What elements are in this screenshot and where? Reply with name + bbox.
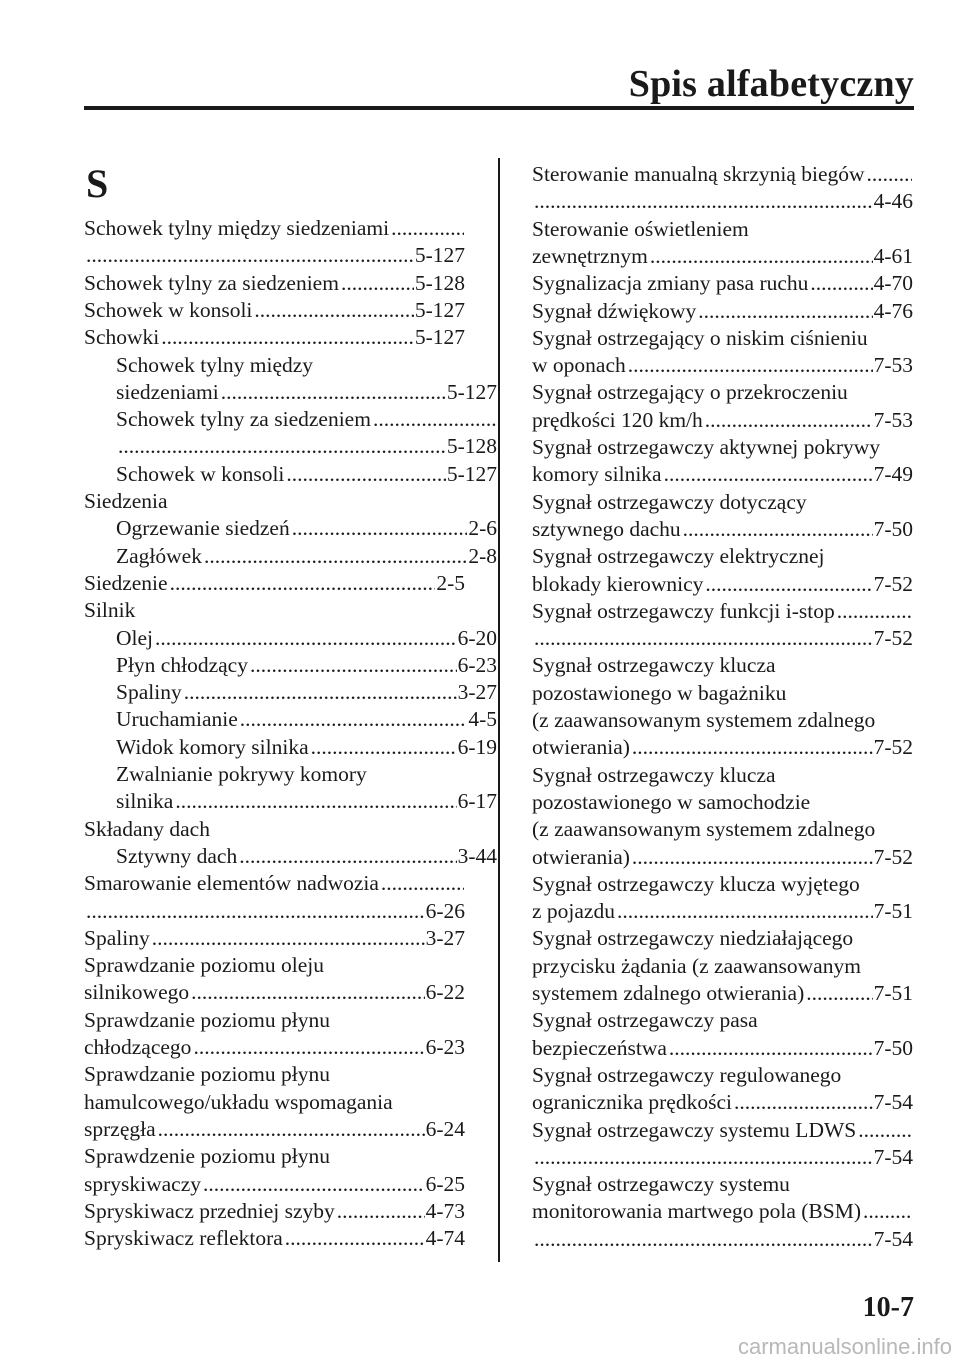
- index-entry-page[interactable]: 2-6: [468, 516, 497, 541]
- index-entry-page[interactable]: 6-22: [425, 980, 465, 1005]
- index-entry: [84, 569, 465, 598]
- index-entry-page[interactable]: [464, 214, 465, 243]
- leader-dots: [339, 269, 414, 298]
- index-entry-page[interactable]: 5-127: [414, 243, 465, 268]
- index-entry-page[interactable]: 7-53: [873, 407, 913, 432]
- index-entry: [532, 1006, 913, 1035]
- leader-dots: [290, 514, 468, 543]
- index-entry-page[interactable]: 7-52: [873, 844, 913, 869]
- section-letter: S: [86, 161, 109, 206]
- leader-dots: [248, 651, 457, 680]
- index-entry-text: silnika: [116, 789, 174, 814]
- index-entry-text: (z zaawansowanym systemem zdalnego: [532, 817, 876, 842]
- leader-dots: [389, 214, 464, 243]
- index-entry-page[interactable]: [210, 815, 211, 844]
- index-entry: [532, 1034, 913, 1063]
- index-entry: [84, 705, 497, 734]
- index-entry-text: Sygnalizacja zmiany pasa ruchu: [532, 271, 809, 296]
- index-entry-page[interactable]: 7-54: [873, 1226, 913, 1251]
- index-entry-page[interactable]: 3-44: [457, 843, 497, 868]
- index-entry-text: Silnik: [84, 598, 136, 623]
- index-entry-text: Sygnał ostrzegający o przekroczeniu: [532, 380, 848, 405]
- leader-dots: [335, 1197, 425, 1226]
- index-entry-text: Sygnał ostrzegawczy dotyczący: [532, 489, 807, 514]
- index-entry-text: Sygnał ostrzegawczy klucza wyjętego: [532, 871, 860, 896]
- index-entry-page[interactable]: 4-70: [873, 271, 913, 296]
- index-entry: [532, 679, 913, 708]
- index-entry: [84, 542, 497, 571]
- index-entry-page[interactable]: 7-52: [873, 735, 913, 760]
- index-entry-text: monitorowania martwego pola (BSM): [532, 1199, 862, 1224]
- index-entry-page[interactable]: 4-46: [873, 189, 913, 214]
- index-entry-text: Spaliny: [116, 680, 182, 705]
- leader-dots: [856, 1116, 912, 1145]
- index-entry: [532, 1170, 913, 1199]
- index-entry-page[interactable]: 6-17: [457, 789, 497, 814]
- index-entry: [532, 1061, 913, 1090]
- index-entry-page[interactable]: 6-20: [457, 625, 497, 650]
- index-entry-text: Schowek tylny za siedzeniem: [84, 270, 339, 295]
- leader-dots: [379, 869, 464, 898]
- index-entry-page[interactable]: [776, 651, 777, 680]
- index-entry: [532, 843, 913, 872]
- index-entry-page[interactable]: [464, 869, 465, 898]
- index-entry-text: zewnętrznym: [532, 243, 648, 268]
- index-entry-page[interactable]: 7-53: [873, 353, 913, 378]
- index-entry: [84, 214, 465, 243]
- index-entry-page[interactable]: 7-54: [873, 1144, 913, 1169]
- index-entry-page[interactable]: [912, 160, 913, 189]
- index-entry-page[interactable]: 6-23: [425, 1035, 465, 1059]
- index-entry: [532, 542, 913, 571]
- index-entry-text: Sygnał ostrzegający o niskim ciśnieniu: [532, 325, 868, 350]
- leader-dots: [630, 843, 873, 872]
- leader-dots: [116, 432, 446, 461]
- index-entry-text: Spaliny: [84, 925, 150, 950]
- leader-dots: [238, 705, 468, 734]
- leader-dots: [667, 1034, 873, 1063]
- index-entry-text: Schowek tylny za siedzeniem: [116, 407, 371, 432]
- index-entry-page[interactable]: [790, 1170, 791, 1199]
- leader-dots: [662, 460, 873, 489]
- index-entry: [532, 706, 913, 735]
- index-entry-text: Sprawdzanie poziomu oleju: [84, 953, 325, 978]
- index-entry-page[interactable]: 7-49: [873, 462, 913, 487]
- index-entry-text: siedzeniami: [116, 379, 219, 404]
- leader-dots: [804, 979, 872, 1008]
- index-entry-text: Sygnał ostrzegawczy regulowanego: [532, 1062, 842, 1087]
- index-entry: [84, 351, 497, 380]
- index-entry-page[interactable]: 5-128: [446, 434, 497, 459]
- index-entry-page[interactable]: [875, 815, 876, 844]
- index-entry-text: (z zaawansowanym systemem zdalnego: [532, 708, 876, 732]
- index-entry: [532, 897, 913, 926]
- leader-dots: [371, 405, 496, 434]
- index-entry: [84, 405, 497, 434]
- index-entry: [532, 733, 913, 762]
- index-entry: [532, 460, 913, 489]
- index-entry: [532, 952, 913, 981]
- leader-dots: [191, 1033, 424, 1062]
- index-entry: [532, 1088, 913, 1117]
- leader-dots: [703, 406, 873, 435]
- index-entry-page[interactable]: 6-23: [457, 652, 497, 677]
- index-entry-page[interactable]: [860, 870, 861, 899]
- index-entry: [84, 1142, 465, 1171]
- index-entry-text: Sygnał dźwiękowy: [532, 298, 697, 323]
- index-entry-text: pozostawionego w bagażniku: [532, 680, 787, 705]
- leader-dots: [732, 1088, 873, 1117]
- index-entry-text: otwierania): [532, 844, 630, 869]
- index-entry: [84, 787, 497, 816]
- leader-dots: [252, 296, 413, 325]
- index-entry-page[interactable]: 5-127: [446, 461, 497, 486]
- index-entry: [532, 624, 913, 653]
- index-entry: [532, 351, 913, 380]
- leader-dots: [284, 460, 445, 489]
- index-entry-text: Sygnał ostrzegawczy systemu LDWS: [532, 1117, 857, 1142]
- index-entry-text: Spryskiwacz reflektora: [84, 1226, 283, 1251]
- index-entry-page[interactable]: [875, 706, 876, 735]
- index-entry: [84, 869, 465, 898]
- index-entry: [532, 269, 913, 298]
- index-entry: [84, 733, 497, 762]
- index-entry-page[interactable]: [168, 487, 169, 516]
- index-entry: [532, 378, 913, 407]
- index-entry: [84, 596, 465, 625]
- index-entry: [532, 1225, 913, 1254]
- index-entry-text: Sterowanie oświetleniem: [532, 216, 749, 241]
- index-entry: [532, 433, 913, 462]
- leader-dots: [615, 897, 873, 926]
- index-entry-text: Sprawdzanie poziomu płynu: [84, 1062, 331, 1087]
- leader-dots: [150, 924, 425, 953]
- index-entry-text: w oponach: [532, 353, 626, 378]
- index-entry-text: hamulcowego/układu wspomagania: [84, 1089, 393, 1114]
- index-entry-text: komory silnika: [532, 462, 662, 487]
- index-entry-text: Widok komory silnika: [116, 734, 309, 759]
- index-entry-page[interactable]: [810, 788, 811, 817]
- index-entry-page[interactable]: 7-50: [873, 516, 913, 541]
- index-entry: [84, 460, 497, 489]
- index-entry-text: Ogrzewanie siedzeń: [116, 516, 290, 541]
- index-entry-text: Schowek tylny między siedzeniami: [84, 216, 390, 240]
- leader-dots: [201, 1170, 425, 1199]
- index-entry-page[interactable]: [367, 760, 368, 789]
- index-entry-page[interactable]: [912, 1197, 913, 1226]
- index-entry-page[interactable]: [880, 433, 881, 462]
- leader-dots: [84, 241, 414, 270]
- index-entry-text: Sprawdzanie poziomu płynu: [84, 1007, 331, 1032]
- index-entry-text: Schowek w konsoli: [116, 461, 285, 486]
- leader-dots: [219, 378, 446, 407]
- index-entry: [532, 187, 913, 216]
- leader-dots: [703, 570, 872, 599]
- index-entry-page[interactable]: [758, 1006, 759, 1035]
- leader-dots: [153, 624, 457, 653]
- index-entry-page[interactable]: 3-27: [425, 925, 465, 950]
- index-entry-text: Składany dach: [84, 816, 210, 841]
- index-entry-text: Sygnał ostrzegawczy funkcji i-stop: [532, 598, 835, 623]
- leader-dots: [630, 733, 873, 762]
- index-entry-text: otwierania): [532, 735, 630, 760]
- index-entry-page[interactable]: 6-25: [425, 1171, 465, 1196]
- index-entry: [532, 651, 913, 680]
- index-entry: [84, 951, 465, 980]
- index-entry-page[interactable]: 4-61: [873, 243, 913, 268]
- index-entry-text: Zagłówek: [116, 543, 202, 568]
- index-entry-text: Sterowanie manualną skrzynią biegów: [532, 162, 865, 186]
- index-entry-page[interactable]: 2-8: [468, 543, 497, 568]
- index-entry-text: ogranicznika prędkości: [532, 1090, 732, 1115]
- leader-dots: [532, 187, 873, 216]
- index-entry-page[interactable]: [786, 679, 787, 708]
- index-entry-page[interactable]: [393, 1088, 394, 1117]
- index-entry: [84, 514, 497, 543]
- index-entry: [84, 241, 465, 270]
- index-entry-page[interactable]: 7-52: [873, 571, 913, 596]
- index-entry-page[interactable]: [135, 596, 136, 625]
- index-entry: [532, 597, 913, 626]
- index-entry-text: Sygnał ostrzegawczy pasa: [532, 1008, 758, 1033]
- index-entry-text: systemem zdalnego otwierania): [532, 981, 805, 1005]
- leader-dots: [156, 1115, 425, 1144]
- index-entry-page[interactable]: [313, 351, 314, 380]
- leader-dots: [168, 569, 436, 598]
- index-entry: [84, 1197, 465, 1226]
- index-entry: [532, 297, 913, 326]
- index-entry: [84, 1224, 465, 1253]
- index-entry-page[interactable]: [825, 542, 826, 571]
- index-entry-page[interactable]: 4-73: [425, 1198, 465, 1223]
- index-entry-text: blokady kierownicy: [532, 571, 704, 596]
- index-entry-text: silnikowego: [84, 980, 190, 1005]
- index-entry: [532, 515, 913, 544]
- index-entry-text: Sygnał ostrzegawczy aktywnej pokrywy: [532, 435, 881, 459]
- index-entry-page[interactable]: 4-74: [425, 1226, 465, 1251]
- index-entry-text: Sygnał ostrzegawczy elektrycznej: [532, 544, 825, 569]
- index-entry: [532, 488, 913, 517]
- index-entry: [84, 924, 465, 953]
- index-entry-text: chłodzącego: [84, 1035, 192, 1059]
- index-entry: [84, 678, 497, 707]
- index-entry-text: z pojazdu: [532, 899, 615, 924]
- index-entry-page[interactable]: [912, 597, 913, 626]
- leader-dots: [865, 160, 912, 189]
- index-entry-page[interactable]: 7-51: [873, 981, 913, 1005]
- index-entry: [84, 1033, 465, 1062]
- index-entry: [84, 815, 465, 844]
- index-entry: [84, 378, 497, 407]
- index-entry-text: Schowek tylny między: [116, 352, 314, 377]
- index-entry: [84, 432, 497, 461]
- index-entry: [532, 1197, 913, 1226]
- index-entry: [532, 1143, 913, 1172]
- index-entry: [532, 924, 913, 953]
- column-divider: [498, 158, 500, 1262]
- index-entry: [84, 842, 497, 871]
- index-entry: [532, 761, 913, 790]
- index-entry-page[interactable]: [853, 924, 854, 953]
- index-entry-page[interactable]: [776, 761, 777, 790]
- index-entry-page[interactable]: [330, 1142, 331, 1171]
- index-entry: [84, 1170, 465, 1199]
- index-entry-page[interactable]: 7-50: [873, 1035, 913, 1060]
- leader-dots: [159, 323, 414, 352]
- leader-dots: [532, 624, 873, 653]
- index-entry-page[interactable]: 3-27: [457, 680, 497, 705]
- leader-dots: [173, 787, 456, 816]
- index-entry-page[interactable]: 4-5: [468, 707, 497, 732]
- index-entry: [532, 815, 913, 844]
- index-entry-text: prędkości 120 km/h: [532, 407, 703, 432]
- index-entry-text: Schowki: [84, 325, 160, 350]
- index-entry-page[interactable]: [749, 215, 750, 244]
- index-entry-page[interactable]: 2-5: [436, 570, 465, 595]
- index-entry-page[interactable]: [807, 488, 808, 517]
- index-entry: [532, 1116, 913, 1145]
- page-title: Spis alfabetyczny: [628, 63, 914, 105]
- index-entry-page[interactable]: 5-128: [414, 270, 465, 295]
- leader-dots: [861, 1197, 912, 1226]
- index-entry-text: sztywnego dachu: [532, 516, 681, 541]
- index-entry: [532, 870, 913, 899]
- index-entry-page[interactable]: [848, 378, 849, 407]
- leader-dots: [681, 515, 873, 544]
- index-entry-page[interactable]: [330, 1060, 331, 1089]
- index-entry: [84, 269, 465, 298]
- index-entry: [84, 978, 465, 1007]
- index-entry-page[interactable]: 7-52: [873, 626, 913, 651]
- index-entry: [532, 979, 913, 1008]
- index-entry: [532, 242, 913, 271]
- index-entry-text: Sygnał ostrzegawczy niedziałającego: [532, 926, 854, 951]
- index-entry-page[interactable]: 6-19: [457, 734, 497, 759]
- index-entry: [532, 570, 913, 599]
- index-entry-page[interactable]: [330, 1006, 331, 1035]
- index-entry: [84, 1115, 465, 1144]
- index-entry-page[interactable]: [841, 1061, 842, 1090]
- index-entry-text: Sygnał ostrzegawczy systemu: [532, 1172, 790, 1197]
- index-entry-text: Uruchamianie: [116, 707, 238, 732]
- index-entry-text: przycisku żądania (z zaawansowanym: [532, 953, 861, 978]
- leader-dots: [189, 978, 424, 1007]
- index-entry: [84, 1060, 465, 1089]
- index-entry-text: pozostawionego w samochodzie: [532, 789, 811, 814]
- index-entry-page[interactable]: 6-24: [425, 1116, 465, 1141]
- index-entry-text: Spryskiwacz przedniej szyby: [84, 1198, 335, 1223]
- leader-dots: [808, 269, 872, 298]
- index-entry-page[interactable]: [868, 324, 869, 353]
- index-entry-text: bezpieczeństwa: [532, 1035, 667, 1060]
- leader-dots: [626, 351, 873, 380]
- index-entry-page[interactable]: [912, 1116, 913, 1145]
- index-entry-text: Schowek w konsoli: [84, 297, 253, 322]
- leader-dots: [202, 542, 467, 571]
- leader-dots: [309, 733, 457, 762]
- watermark: carmanualsonline.info: [737, 1334, 952, 1359]
- index-entry-page[interactable]: 7-54: [873, 1090, 913, 1115]
- index-entry-text: Sztywny dach: [116, 843, 238, 868]
- index-entry-text: Płyn chłodzący: [116, 652, 248, 677]
- index-entry-text: sprzęgła: [84, 1116, 156, 1141]
- index-entry: [532, 406, 913, 435]
- index-entry: [84, 1006, 465, 1035]
- index-entry: [84, 651, 497, 680]
- leader-dots: [648, 242, 873, 271]
- index-entry-text: spryskiwaczy: [84, 1171, 202, 1196]
- index-entry-text: Zwalnianie pokrywy komory: [116, 762, 367, 786]
- index-entry-page[interactable]: [496, 405, 497, 434]
- leader-dots: [532, 1225, 873, 1254]
- index-entry: [84, 760, 497, 789]
- index-entry-text: Sygnał ostrzegawczy klucza: [532, 762, 776, 787]
- index-entry-text: Siedzenie: [84, 570, 168, 595]
- leader-dots: [84, 897, 425, 926]
- leader-dots: [283, 1224, 425, 1253]
- leader-dots: [835, 597, 912, 626]
- index-entry-page[interactable]: 4-76: [873, 298, 913, 323]
- index-entry-page[interactable]: 5-127: [446, 379, 497, 404]
- index-entry-page[interactable]: 7-51: [873, 899, 913, 924]
- leader-dots: [237, 842, 456, 871]
- index-entry-page[interactable]: 5-127: [414, 297, 465, 322]
- leader-dots: [182, 678, 457, 707]
- index-entry: [84, 897, 465, 926]
- index-entry: [532, 160, 913, 189]
- index-entry: [84, 624, 497, 653]
- index-entry: [84, 296, 465, 325]
- leader-dots: [696, 297, 872, 326]
- index-entry-page[interactable]: 6-26: [425, 898, 465, 923]
- index-entry: [532, 788, 913, 817]
- index-entry: [84, 487, 465, 516]
- index-entry-page[interactable]: [861, 952, 862, 981]
- index-entry-text: Smarowanie elementów nadwozia: [84, 871, 379, 896]
- index-entry-text: Siedzenia: [84, 489, 168, 513]
- page-number: 10-7: [862, 1292, 914, 1323]
- index-entry-page[interactable]: 5-127: [414, 325, 465, 350]
- leader-dots: [532, 1143, 873, 1172]
- index-entry-text: Sygnał ostrzegawczy klucza: [532, 653, 776, 678]
- index-entry-text: Sprawdzenie poziomu płynu: [84, 1144, 331, 1169]
- index-entry: [532, 215, 913, 244]
- index-entry: [532, 324, 913, 353]
- index-entry: [84, 323, 465, 352]
- index-entry-page[interactable]: [324, 951, 325, 980]
- header-rule: [84, 106, 914, 110]
- index-entry: [84, 1088, 465, 1117]
- index-entry-text: Olej: [116, 625, 154, 650]
